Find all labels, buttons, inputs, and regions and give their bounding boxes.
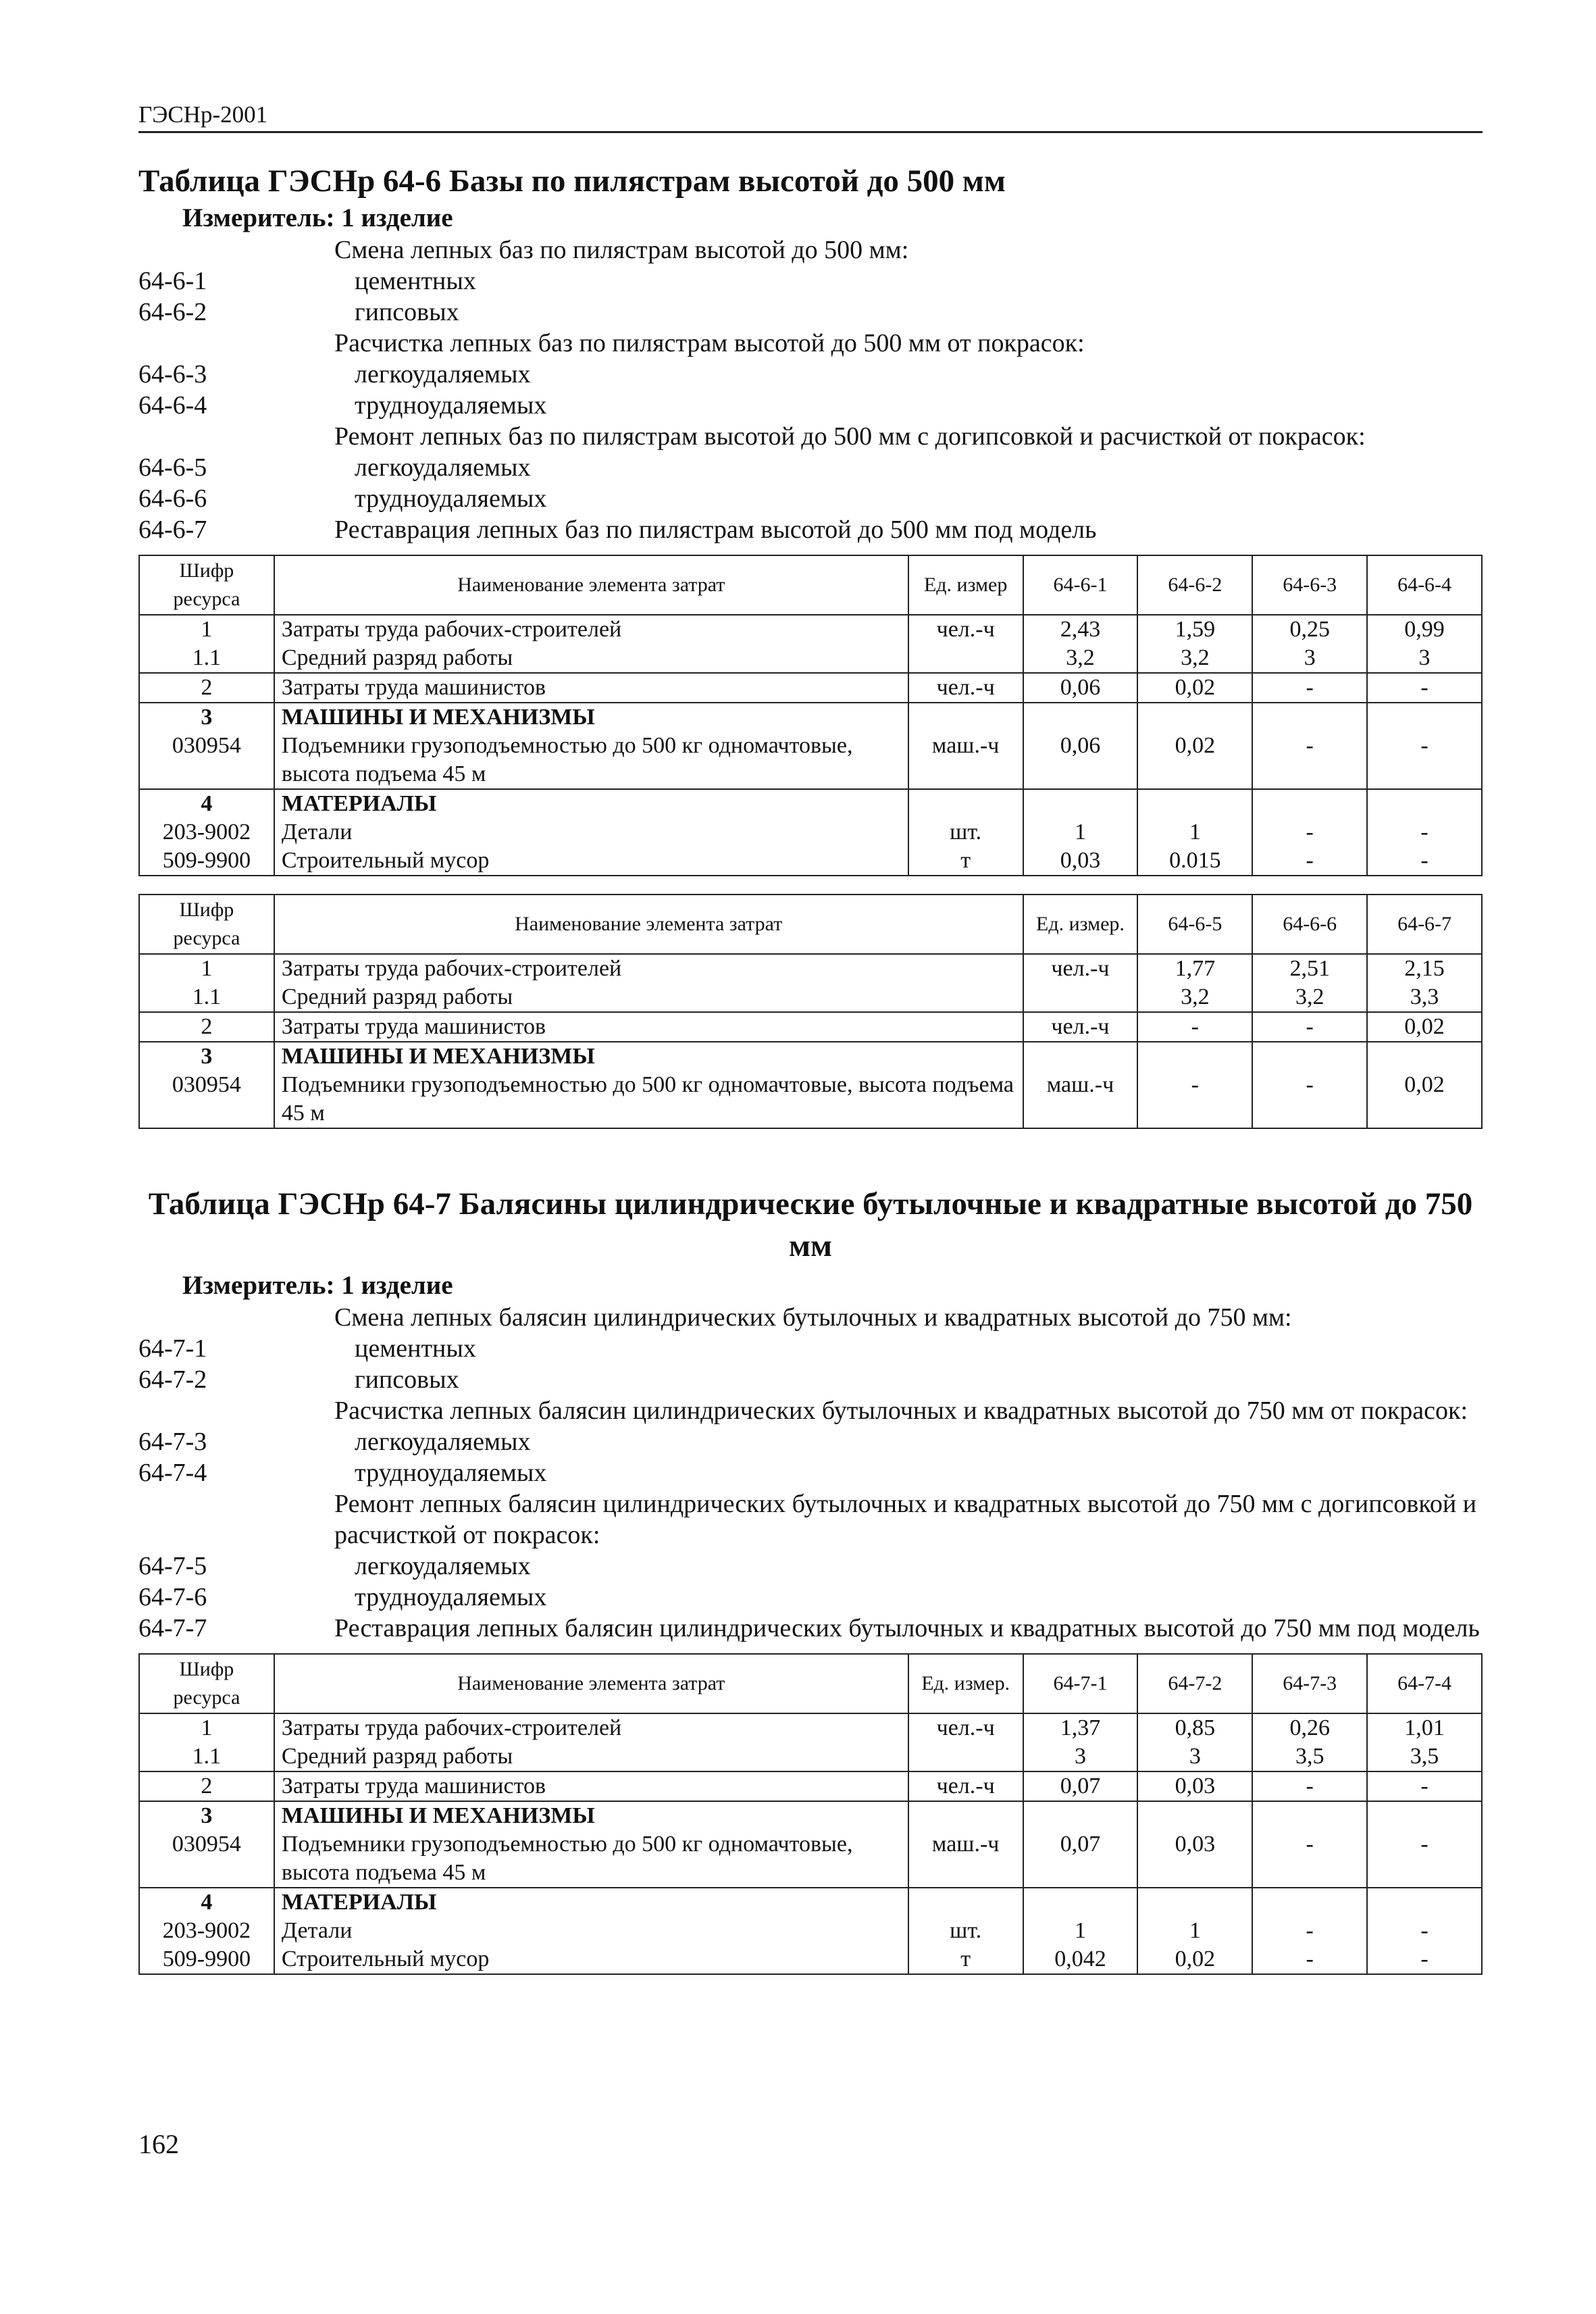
norm-value: - bbox=[1367, 847, 1482, 876]
work-code bbox=[138, 421, 334, 452]
norm-value: 0,02 bbox=[1137, 732, 1252, 789]
norm-value: 2,43 bbox=[1023, 615, 1138, 644]
work-code: 64-7-2 bbox=[138, 1365, 207, 1394]
work-code: 64-6-6 bbox=[138, 484, 207, 513]
table-row bbox=[139, 1713, 1482, 1742]
table-row bbox=[139, 789, 1482, 818]
table-row bbox=[139, 1945, 1482, 1974]
resource-code: 1.1 bbox=[139, 983, 274, 1012]
cost-element-name: Строительный мусор bbox=[274, 847, 908, 876]
resource-code: 2 bbox=[139, 1771, 274, 1801]
table-row bbox=[139, 673, 1482, 703]
table-row bbox=[139, 1742, 1482, 1771]
work-description: Реставрация лепных баз по пилястрам высотой до 500 мм под модель bbox=[334, 515, 1097, 544]
work-description: Расчистка лепных баз по пилястрам высотой до 500 мм от покрасок: bbox=[334, 329, 1085, 357]
table-row bbox=[139, 1071, 1482, 1128]
norm-value bbox=[1023, 789, 1138, 818]
resource-code: 509-9900 bbox=[139, 1945, 274, 1974]
unit bbox=[908, 1801, 1023, 1830]
work-description: гипсовых bbox=[355, 298, 459, 326]
norm-value: 3 bbox=[1367, 644, 1482, 673]
table-row bbox=[139, 983, 1482, 1012]
norm-value: 0,06 bbox=[1023, 673, 1138, 703]
work-description: цементных bbox=[355, 1334, 476, 1363]
norm-value: - bbox=[1137, 1012, 1252, 1042]
work-code: 64-6-7 bbox=[138, 515, 207, 544]
resource-code: 1 bbox=[139, 954, 274, 983]
norm-value: 0,042 bbox=[1023, 1945, 1138, 1974]
table-row bbox=[139, 1917, 1482, 1945]
unit bbox=[1023, 1042, 1138, 1071]
norm-value: - bbox=[1252, 732, 1367, 789]
column-header: 64-7-1 bbox=[1023, 1654, 1138, 1713]
norm-value: - bbox=[1252, 1917, 1367, 1945]
norm-value bbox=[1137, 1888, 1252, 1917]
unit bbox=[908, 644, 1023, 673]
norm-value: 3 bbox=[1252, 644, 1367, 673]
work-line bbox=[138, 390, 1483, 421]
work-line bbox=[138, 514, 1483, 545]
unit: маш.-ч bbox=[1023, 1071, 1138, 1128]
unit bbox=[1023, 983, 1138, 1012]
norm-value bbox=[1023, 1801, 1138, 1830]
norm-value: 0,02 bbox=[1367, 1071, 1482, 1128]
work-line bbox=[138, 234, 1483, 266]
cost-element-name: Детали bbox=[274, 818, 908, 847]
resource-code: 203-9002 bbox=[139, 1917, 274, 1945]
table-row bbox=[139, 847, 1482, 876]
table-row bbox=[139, 644, 1482, 673]
cost-element-name: Затраты труда машинистов bbox=[274, 673, 908, 703]
column-header: Ед. измер. bbox=[908, 1654, 1023, 1713]
cost-element-name: Средний разряд работы bbox=[274, 983, 1023, 1012]
column-header: Шифр ресурса bbox=[139, 1654, 274, 1713]
cost-element-name: МАШИНЫ И МЕХАНИЗМЫ bbox=[274, 1801, 908, 1830]
norm-value bbox=[1252, 1888, 1367, 1917]
resource-code: 030954 bbox=[139, 1071, 274, 1128]
resource-code: 509-9900 bbox=[139, 847, 274, 876]
work-line bbox=[138, 1582, 1483, 1613]
work-description: трудноудаляемых bbox=[355, 484, 547, 513]
work-description: Ремонт лепных баз по пилястрам высотой до 500 мм с догипсовкой и расчисткой от покрасок: bbox=[334, 422, 1366, 451]
table1-resource-grid-a bbox=[138, 555, 1483, 876]
resource-code: 1.1 bbox=[139, 1742, 274, 1771]
norm-value: - bbox=[1252, 1071, 1367, 1128]
norm-value: 3,5 bbox=[1252, 1742, 1367, 1771]
work-code: 64-7-7 bbox=[138, 1614, 207, 1642]
work-description: Расчистка лепных балясин цилиндрических бутылочных и квадратных высотой до 750 мм от покрасок: bbox=[334, 1397, 1468, 1425]
norm-value: - bbox=[1137, 1071, 1252, 1128]
column-header: Наименование элемента затрат bbox=[274, 895, 1023, 954]
norm-value: - bbox=[1367, 1771, 1482, 1801]
table1-title: Таблица ГЭСНр 64-6 Базы по пилястрам высотой до 500 мм bbox=[138, 164, 1006, 199]
norm-value: 1 bbox=[1023, 1917, 1138, 1945]
work-code: 64-7-1 bbox=[138, 1334, 207, 1363]
norm-value: 0,25 bbox=[1252, 615, 1367, 644]
table1-resource-grid-b bbox=[138, 894, 1483, 1129]
table-row bbox=[139, 615, 1482, 644]
unit bbox=[908, 1888, 1023, 1917]
norm-value: 0,07 bbox=[1023, 1830, 1138, 1888]
work-description: цементных bbox=[355, 267, 476, 295]
unit: маш.-ч bbox=[908, 1830, 1023, 1888]
norm-value: 2,51 bbox=[1252, 954, 1367, 983]
work-description: легкоудаляемых bbox=[355, 453, 531, 482]
norm-value: - bbox=[1367, 673, 1482, 703]
unit: шт. bbox=[908, 1917, 1023, 1945]
norm-value: 0,02 bbox=[1137, 1945, 1252, 1974]
column-header: 64-6-6 bbox=[1252, 895, 1367, 954]
norm-value: 1,01 bbox=[1367, 1713, 1482, 1742]
table-row bbox=[139, 818, 1482, 847]
column-header: 64-6-5 bbox=[1137, 895, 1252, 954]
work-line bbox=[138, 1333, 1483, 1364]
unit: т bbox=[908, 1945, 1023, 1974]
work-line bbox=[138, 266, 1483, 297]
column-header: Шифр ресурса bbox=[139, 895, 274, 954]
norm-value: 0,02 bbox=[1367, 1012, 1482, 1042]
norm-value: - bbox=[1367, 1945, 1482, 1974]
norm-value bbox=[1137, 703, 1252, 732]
norm-value: - bbox=[1367, 818, 1482, 847]
work-line bbox=[138, 421, 1483, 452]
norm-value bbox=[1252, 703, 1367, 732]
unit: чел.-ч bbox=[1023, 1012, 1138, 1042]
cost-element-name: МАТЕРИАЛЫ bbox=[274, 1888, 908, 1917]
work-code: 64-6-4 bbox=[138, 391, 207, 420]
work-description: легкоудаляемых bbox=[355, 1552, 531, 1580]
norm-value: 0,07 bbox=[1023, 1771, 1138, 1801]
column-header: 64-6-4 bbox=[1367, 555, 1482, 615]
column-header: 64-7-3 bbox=[1252, 1654, 1367, 1713]
unit: т bbox=[908, 847, 1023, 876]
table-row bbox=[139, 1771, 1482, 1801]
norm-value: 1 bbox=[1137, 1917, 1252, 1945]
norm-value: 3 bbox=[1023, 1742, 1138, 1771]
unit: шт. bbox=[908, 818, 1023, 847]
norm-value: 1 bbox=[1137, 818, 1252, 847]
resource-code: 3 bbox=[139, 703, 274, 732]
cost-element-name: Средний разряд работы bbox=[274, 644, 908, 673]
work-description: Реставрация лепных балясин цилиндрических бутылочных и квадратных высотой до 750 мм под модель bbox=[334, 1614, 1480, 1642]
norm-value: 3,2 bbox=[1137, 983, 1252, 1012]
cost-element-name: МАШИНЫ И МЕХАНИЗМЫ bbox=[274, 703, 908, 732]
work-description: трудноудаляемых bbox=[355, 1583, 547, 1611]
norm-value: 0,03 bbox=[1137, 1771, 1252, 1801]
norm-value: 0,06 bbox=[1023, 732, 1138, 789]
column-header: 64-7-4 bbox=[1367, 1654, 1482, 1713]
header-row bbox=[139, 895, 1482, 954]
work-line bbox=[138, 1613, 1483, 1644]
work-code: 64-6-3 bbox=[138, 360, 207, 388]
norm-value: 0.015 bbox=[1137, 847, 1252, 876]
resource-code: 3 bbox=[139, 1042, 274, 1071]
norm-value: 3,2 bbox=[1252, 983, 1367, 1012]
norm-value bbox=[1023, 1888, 1138, 1917]
page-number: 162 bbox=[138, 2129, 179, 2159]
work-line bbox=[138, 1364, 1483, 1395]
resource-code: 030954 bbox=[139, 732, 274, 789]
column-header: Шифр ресурса bbox=[139, 555, 274, 615]
unit bbox=[908, 1742, 1023, 1771]
table-row bbox=[139, 1042, 1482, 1071]
cost-element-name: Подъемники грузоподъемностью до 500 кг одномачтовые, высота подъема 45 м bbox=[274, 1830, 908, 1888]
resource-code: 1.1 bbox=[139, 644, 274, 673]
table2-resource-grid bbox=[138, 1653, 1483, 1975]
table2-measure: Измеритель: 1 изделие bbox=[182, 1271, 453, 1300]
work-line bbox=[138, 297, 1483, 328]
norm-value: - bbox=[1252, 1012, 1367, 1042]
norm-value: 3 bbox=[1137, 1742, 1252, 1771]
work-code: 64-7-4 bbox=[138, 1459, 207, 1487]
norm-value: - bbox=[1252, 818, 1367, 847]
cost-element-name: Затраты труда рабочих-строителей bbox=[274, 954, 1023, 983]
cost-element-name: Затраты труда рабочих-строителей bbox=[274, 615, 908, 644]
running-header: ГЭСНр-2001 bbox=[138, 101, 1483, 133]
norm-value: 0,99 bbox=[1367, 615, 1482, 644]
work-description: Ремонт лепных балясин цилиндрических бутылочных и квадратных высотой до 750 мм с догипсовкой и расчисткой от покрасок: bbox=[334, 1490, 1477, 1549]
norm-value: - bbox=[1367, 732, 1482, 789]
norm-value bbox=[1252, 1042, 1367, 1071]
norm-value: 1,59 bbox=[1137, 615, 1252, 644]
work-code bbox=[138, 1302, 334, 1333]
column-header: Наименование элемента затрат bbox=[274, 1654, 908, 1713]
work-description: трудноудаляемых bbox=[355, 391, 547, 420]
work-line bbox=[138, 1302, 1483, 1333]
norm-value bbox=[1252, 789, 1367, 818]
column-header: Ед. измер. bbox=[1023, 895, 1138, 954]
norm-value: 0,26 bbox=[1252, 1713, 1367, 1742]
work-line bbox=[138, 1457, 1483, 1488]
unit: маш.-ч bbox=[908, 732, 1023, 789]
cost-element-name: Средний разряд работы bbox=[274, 1742, 908, 1771]
resource-code: 1 bbox=[139, 615, 274, 644]
work-description: легкоудаляемых bbox=[355, 1428, 531, 1456]
work-line bbox=[138, 1551, 1483, 1582]
work-description: Смена лепных балясин цилиндрических бутылочных и квадратных высотой до 750 мм: bbox=[334, 1303, 1292, 1332]
norm-value: - bbox=[1367, 1830, 1482, 1888]
cost-element-name: МАТЕРИАЛЫ bbox=[274, 789, 908, 818]
unit: чел.-ч bbox=[908, 1713, 1023, 1742]
table-row bbox=[139, 703, 1482, 732]
norm-value: - bbox=[1252, 1945, 1367, 1974]
resource-code: 2 bbox=[139, 673, 274, 703]
work-description: гипсовых bbox=[355, 1365, 459, 1394]
table-row bbox=[139, 1888, 1482, 1917]
work-code: 64-7-6 bbox=[138, 1583, 207, 1611]
cost-element-name: Подъемники грузоподъемностью до 500 кг одномачтовые, высота подъема 45 м bbox=[274, 1071, 1023, 1128]
unit: чел.-ч bbox=[908, 615, 1023, 644]
norm-value: 3,2 bbox=[1137, 644, 1252, 673]
resource-code: 2 bbox=[139, 1012, 274, 1042]
work-code: 64-6-2 bbox=[138, 298, 207, 326]
document-page bbox=[138, 101, 1483, 1975]
column-header: Ед. измер bbox=[908, 555, 1023, 615]
work-description: Смена лепных баз по пилястрам высотой до 500 мм: bbox=[334, 236, 909, 264]
resource-code: 203-9002 bbox=[139, 818, 274, 847]
norm-value: 1 bbox=[1023, 818, 1138, 847]
resource-code: 4 bbox=[139, 1888, 274, 1917]
cost-element-name: Затраты труда рабочих-строителей bbox=[274, 1713, 908, 1742]
unit: чел.-ч bbox=[1023, 954, 1138, 983]
work-line bbox=[138, 483, 1483, 514]
work-line bbox=[138, 1395, 1483, 1426]
norm-value: - bbox=[1252, 1771, 1367, 1801]
work-line bbox=[138, 359, 1483, 390]
norm-value bbox=[1367, 1801, 1482, 1830]
unit bbox=[908, 703, 1023, 732]
table2-work-list bbox=[138, 1302, 1483, 1644]
resource-code: 030954 bbox=[139, 1830, 274, 1888]
norm-value bbox=[1367, 1042, 1482, 1071]
work-code bbox=[138, 1488, 334, 1551]
norm-value bbox=[1252, 1801, 1367, 1830]
table1-work-list bbox=[138, 234, 1483, 545]
unit: чел.-ч bbox=[908, 1771, 1023, 1801]
norm-value bbox=[1137, 1801, 1252, 1830]
norm-value bbox=[1023, 703, 1138, 732]
column-header: Наименование элемента затрат bbox=[274, 555, 908, 615]
norm-value: 1,37 bbox=[1023, 1713, 1138, 1742]
norm-value: - bbox=[1252, 673, 1367, 703]
work-code bbox=[138, 234, 334, 266]
table1-measure: Измеритель: 1 изделие bbox=[182, 203, 453, 232]
work-code bbox=[138, 328, 334, 359]
norm-value: - bbox=[1252, 847, 1367, 876]
column-header: 64-6-3 bbox=[1252, 555, 1367, 615]
table2-title: Таблица ГЭСНр 64-7 Балясины цилиндрические бутылочные и квадратные высотой до 750 мм bbox=[148, 1186, 1473, 1263]
unit bbox=[908, 789, 1023, 818]
work-description: легкоудаляемых bbox=[355, 360, 531, 388]
resource-code: 4 bbox=[139, 789, 274, 818]
norm-value bbox=[1137, 1042, 1252, 1071]
work-code: 64-6-1 bbox=[138, 267, 207, 295]
norm-value: 0,02 bbox=[1137, 673, 1252, 703]
resource-code: 3 bbox=[139, 1801, 274, 1830]
norm-value: 1,77 bbox=[1137, 954, 1252, 983]
work-line bbox=[138, 1488, 1483, 1551]
column-header: 64-6-2 bbox=[1137, 555, 1252, 615]
cost-element-name: МАШИНЫ И МЕХАНИЗМЫ bbox=[274, 1042, 1023, 1071]
table-row bbox=[139, 954, 1482, 983]
column-header: 64-7-2 bbox=[1137, 1654, 1252, 1713]
header-row bbox=[139, 555, 1482, 615]
norm-value: 0,85 bbox=[1137, 1713, 1252, 1742]
table-row bbox=[139, 732, 1482, 789]
norm-value: 3,3 bbox=[1367, 983, 1482, 1012]
table-row bbox=[139, 1830, 1482, 1888]
norm-value: - bbox=[1252, 1830, 1367, 1888]
work-description: трудноудаляемых bbox=[355, 1459, 547, 1487]
norm-value: 3,2 bbox=[1023, 644, 1138, 673]
work-line bbox=[138, 328, 1483, 359]
cost-element-name: Затраты труда машинистов bbox=[274, 1012, 1023, 1042]
work-code bbox=[138, 1395, 334, 1426]
norm-value: - bbox=[1367, 1917, 1482, 1945]
table-row bbox=[139, 1801, 1482, 1830]
cost-element-name: Детали bbox=[274, 1917, 908, 1945]
table-row bbox=[139, 1012, 1482, 1042]
work-code: 64-7-5 bbox=[138, 1552, 207, 1580]
work-code: 64-7-3 bbox=[138, 1428, 207, 1456]
norm-value bbox=[1367, 1888, 1482, 1917]
unit: чел.-ч bbox=[908, 673, 1023, 703]
work-line bbox=[138, 452, 1483, 483]
column-header: 64-6-7 bbox=[1367, 895, 1482, 954]
norm-value bbox=[1367, 703, 1482, 732]
work-line bbox=[138, 1426, 1483, 1457]
cost-element-name: Затраты труда машинистов bbox=[274, 1771, 908, 1801]
norm-value: 3,5 bbox=[1367, 1742, 1482, 1771]
norm-value: 2,15 bbox=[1367, 954, 1482, 983]
header-row bbox=[139, 1654, 1482, 1713]
norm-value: 0,03 bbox=[1023, 847, 1138, 876]
norm-value: 0,03 bbox=[1137, 1830, 1252, 1888]
norm-value bbox=[1367, 789, 1482, 818]
norm-value bbox=[1137, 789, 1252, 818]
resource-code: 1 bbox=[139, 1713, 274, 1742]
cost-element-name: Строительный мусор bbox=[274, 1945, 908, 1974]
column-header: 64-6-1 bbox=[1023, 555, 1138, 615]
work-code: 64-6-5 bbox=[138, 453, 207, 482]
cost-element-name: Подъемники грузоподъемностью до 500 кг одномачтовые, высота подъема 45 м bbox=[274, 732, 908, 789]
